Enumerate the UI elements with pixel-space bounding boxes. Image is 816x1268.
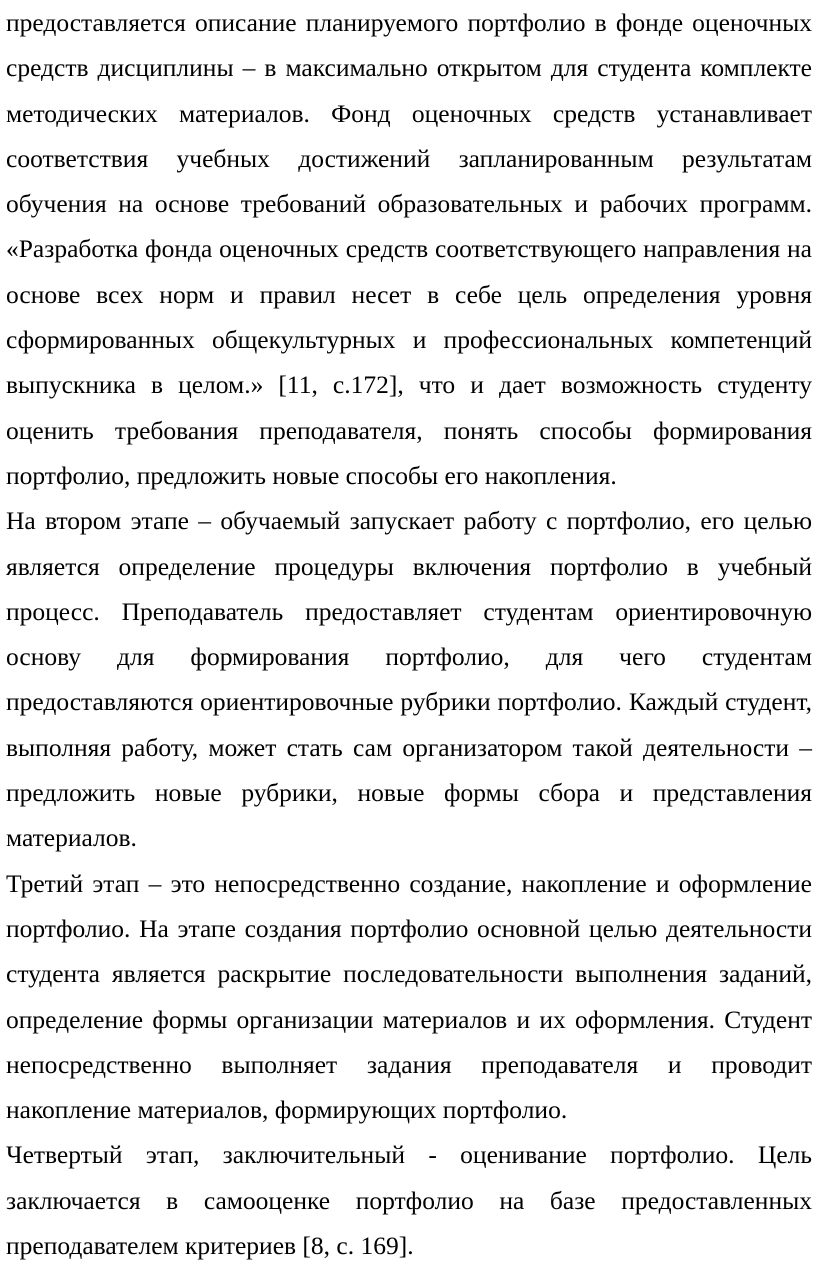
document-page bbox=[6, 0, 812, 1268]
paragraph-evaluation-fund: предоставляется описание планируемого портфолио в фонде оценочных средств дисциплины – в максимально открытом для студента комплекте методических материалов. Фонд оценочных средств устанавливает соответствия учебных достижений запланированным результатам обучения на основе требований образовательных и рабочих программ. «Разработка фонда оценочных средств соответствующего направления на основе всех норм и правил несет в себе цель определения уровня сформированных общекультурных и профессиональных компетенций выпускника в целом.» [11, с.172], что и дает возможность студенту оценить требования преподавателя, понять способы формирования портфолио, предложить новые способы его накопления. bbox=[6, 8, 812, 490]
paragraph-third-stage: Третий этап – это непосредственно создание, накопление и оформление портфолио. На этапе создания портфолио основной целью деятельности студента является раскрытие последовательности выполнения заданий, определение формы организации материалов и их оформления. Студент непосредственно выполняет задания преподавателя и проводит накопление материалов, формирующих портфолио. bbox=[6, 868, 812, 1125]
paragraph-fourth-stage: Четвертый этап, заключительный - оценивание портфолио. Цель заключается в самооценке портфолио на базе предоставленных преподавателем критериев [8, с. 169]. bbox=[6, 1140, 812, 1261]
paragraph-second-stage: На втором этапе – обучаемый запускает работу с портфолио, его целью является определение процедуры включения портфолио в учебный процесс. Преподаватель предоставляет студентам ориентировочную основу для формирования портфолио, для чего студентам предоставляются ориентировочные рубрики портфолио. Каждый студент, выполняя работу, может стать сам организатором такой деятельности – предложить новые рубрики, новые формы сбора и представления материалов. bbox=[6, 506, 812, 853]
